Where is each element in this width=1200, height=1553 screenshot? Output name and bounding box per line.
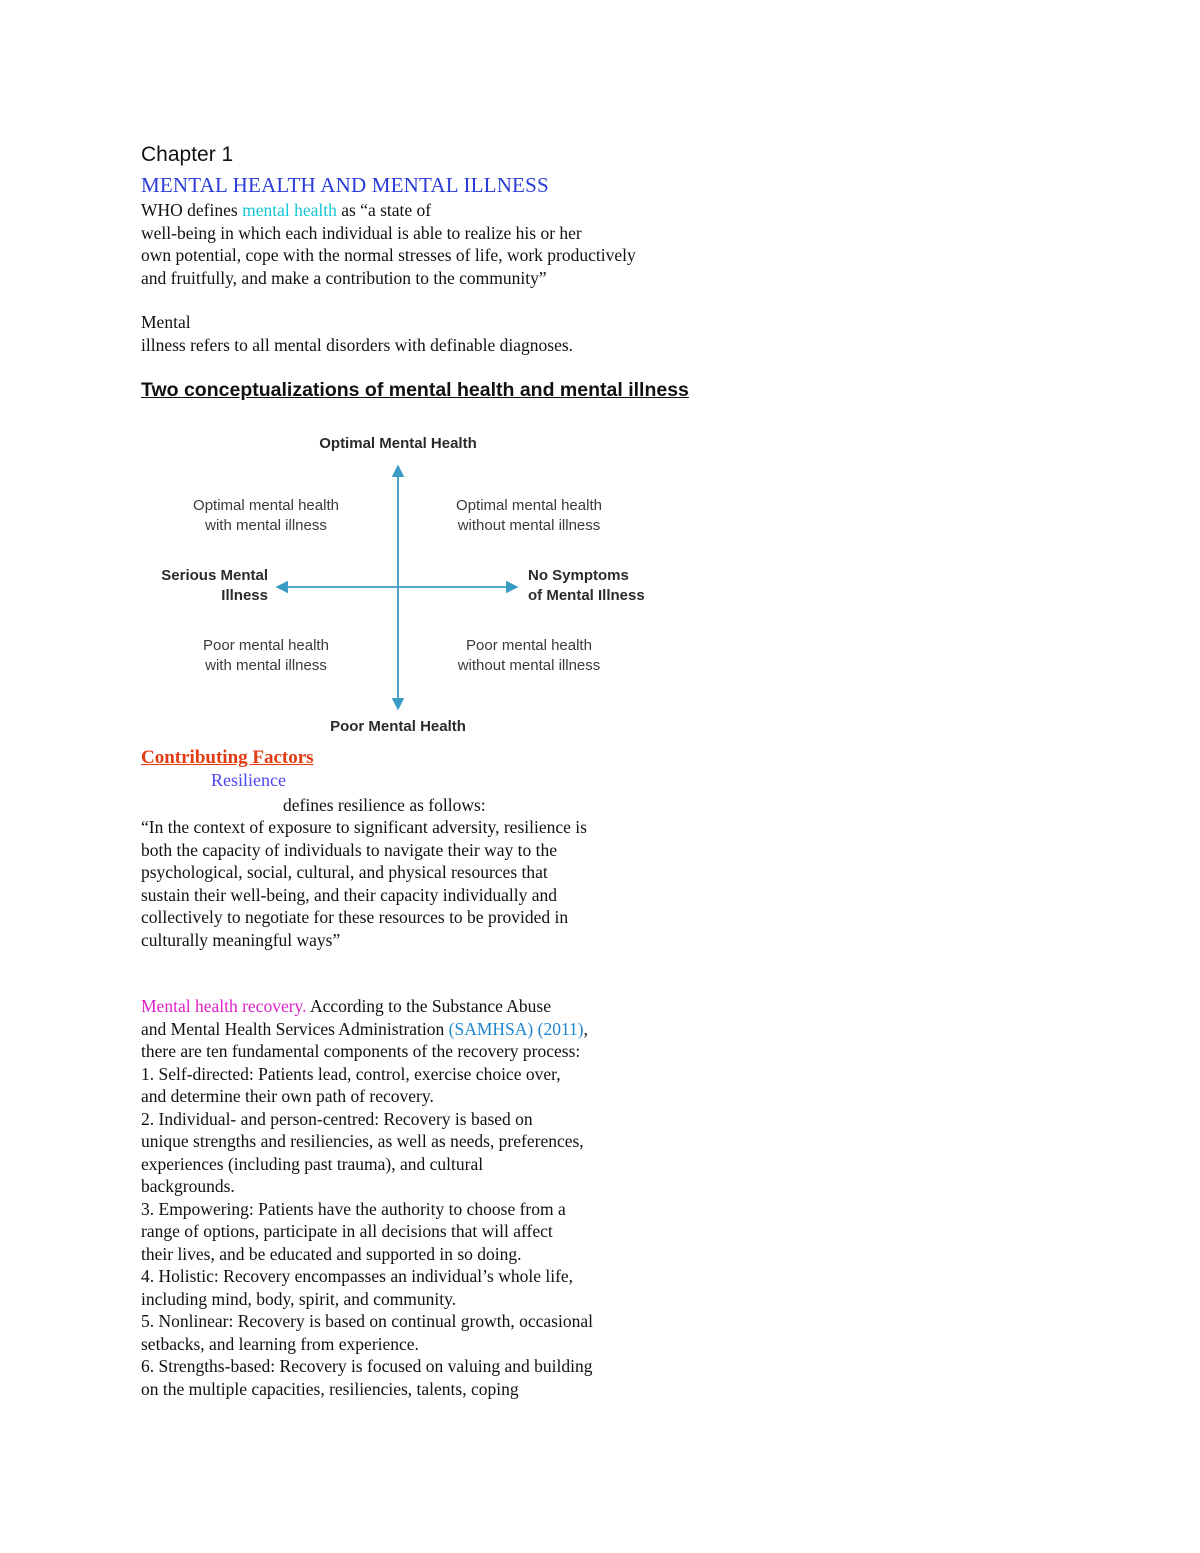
quote-line: psychological, social, cultural, and physical resources that: [141, 862, 548, 882]
recovery-line: and Mental Health Services Administration: [141, 1018, 449, 1039]
recovery-line: setbacks, and learning from experience.: [141, 1333, 419, 1354]
quadrant-top-left: with mental illness: [205, 517, 327, 534]
recovery-line: range of options, participate in all decisions that will affect: [141, 1221, 553, 1241]
recovery-line: backgrounds.: [141, 1176, 235, 1196]
quadrant-top-right: Optimal mental health: [456, 497, 602, 514]
quadrant-bottom-left: with mental illness: [205, 657, 327, 674]
axis-label-right: of Mental Illness: [528, 587, 645, 604]
recovery-line: experiences (including past trauma), and cultural: [141, 1153, 484, 1174]
mental-illness-line: Mental: [141, 312, 191, 332]
axis-label-top: Optimal Mental Health: [319, 435, 477, 452]
recovery-term: Mental health recovery.: [141, 996, 307, 1016]
recovery-line: including mind, body, spirit, and community.: [141, 1288, 457, 1309]
mental-health-term: mental health: [242, 200, 337, 220]
recovery-line: and determine their own path of recovery.: [141, 1086, 434, 1106]
resilience-subheading: Resilience: [211, 770, 286, 790]
section-heading: Two conceptualizations of mental health and mental illness: [141, 379, 689, 401]
axis-label-left: Illness: [221, 587, 268, 604]
axis-label-bottom: Poor Mental Health: [330, 718, 466, 735]
recovery-line: 3. Empowering: Patients have the authority to choose from a: [141, 1198, 566, 1219]
recovery-line: 5. Nonlinear: Recovery is based on continual growth, occasional: [141, 1311, 593, 1331]
axis-label-right: No Symptoms: [528, 567, 629, 584]
chapter-subtitle: MENTAL HEALTH AND MENTAL ILLNESS: [141, 173, 549, 197]
recovery-line: there are ten fundamental components of the recovery process:: [141, 1041, 581, 1061]
quote-line: collectively to negotiate for these resources to be provided in: [141, 907, 569, 927]
quadrant-bottom-right: Poor mental health: [466, 637, 592, 654]
contributing-factors-heading: Contributing Factors: [141, 747, 314, 768]
recovery-line: 4. Holistic: Recovery encompasses an individual’s whole life,: [141, 1266, 574, 1286]
mental-illness-definition: [141, 311, 573, 356]
who-definition-lead-end: as “a state of: [336, 200, 432, 220]
who-definition-line: own potential, cope with the normal stresses of life, work productively: [141, 245, 636, 265]
mental-health-continuum-diagram: [130, 425, 690, 740]
quadrant-top-right: without mental illness: [457, 517, 601, 534]
axis-label-left: Serious Mental: [161, 567, 268, 584]
recovery-line: 2. Individual- and person-centred: Recovery is based on: [141, 1108, 533, 1129]
quote-line: both the capacity of individuals to navigate their way to the: [141, 839, 557, 860]
who-definition: [141, 199, 636, 289]
recovery-line-end: ,: [583, 1018, 589, 1039]
recovery-line: unique strengths and resiliencies, as well as needs, preferences,: [141, 1131, 584, 1151]
recovery-line: 6. Strengths-based: Recovery is focused on valuing and building: [141, 1356, 593, 1376]
quadrant-bottom-right: without mental illness: [457, 657, 601, 674]
who-definition-line: well-being in which each individual is able to realize his or her: [141, 222, 582, 243]
chapter-title: Chapter 1: [141, 143, 234, 166]
quote-line: culturally meaningful ways”: [141, 929, 341, 950]
recovery-line: 1. Self-directed: Patients lead, control, exercise choice over,: [141, 1063, 561, 1084]
quadrant-bottom-left: Poor mental health: [203, 637, 329, 654]
quote-line: “In the context of exposure to significant adversity, resilience is: [141, 817, 587, 837]
quadrant-top-left: Optimal mental health: [193, 497, 339, 514]
quote-line: sustain their well-being, and their capacity individually and: [141, 884, 557, 905]
recovery-line: on the multiple capacities, resiliencies, talents, coping: [141, 1378, 519, 1399]
samhsa-reference: (SAMHSA) (2011): [448, 1018, 584, 1039]
resilience-quote: [141, 816, 587, 951]
recovery-section: [141, 995, 593, 1400]
who-definition-lead: WHO defines: [141, 200, 243, 220]
resilience-intro: defines resilience as follows:: [283, 795, 486, 815]
recovery-line: their lives, and be educated and supported in so doing.: [141, 1243, 522, 1264]
who-definition-line: and fruitfully, and make a contribution to the community”: [141, 267, 547, 288]
recovery-line: According to the Substance Abuse: [306, 996, 552, 1016]
mental-illness-line: illness refers to all mental disorders with definable diagnoses.: [141, 334, 574, 355]
